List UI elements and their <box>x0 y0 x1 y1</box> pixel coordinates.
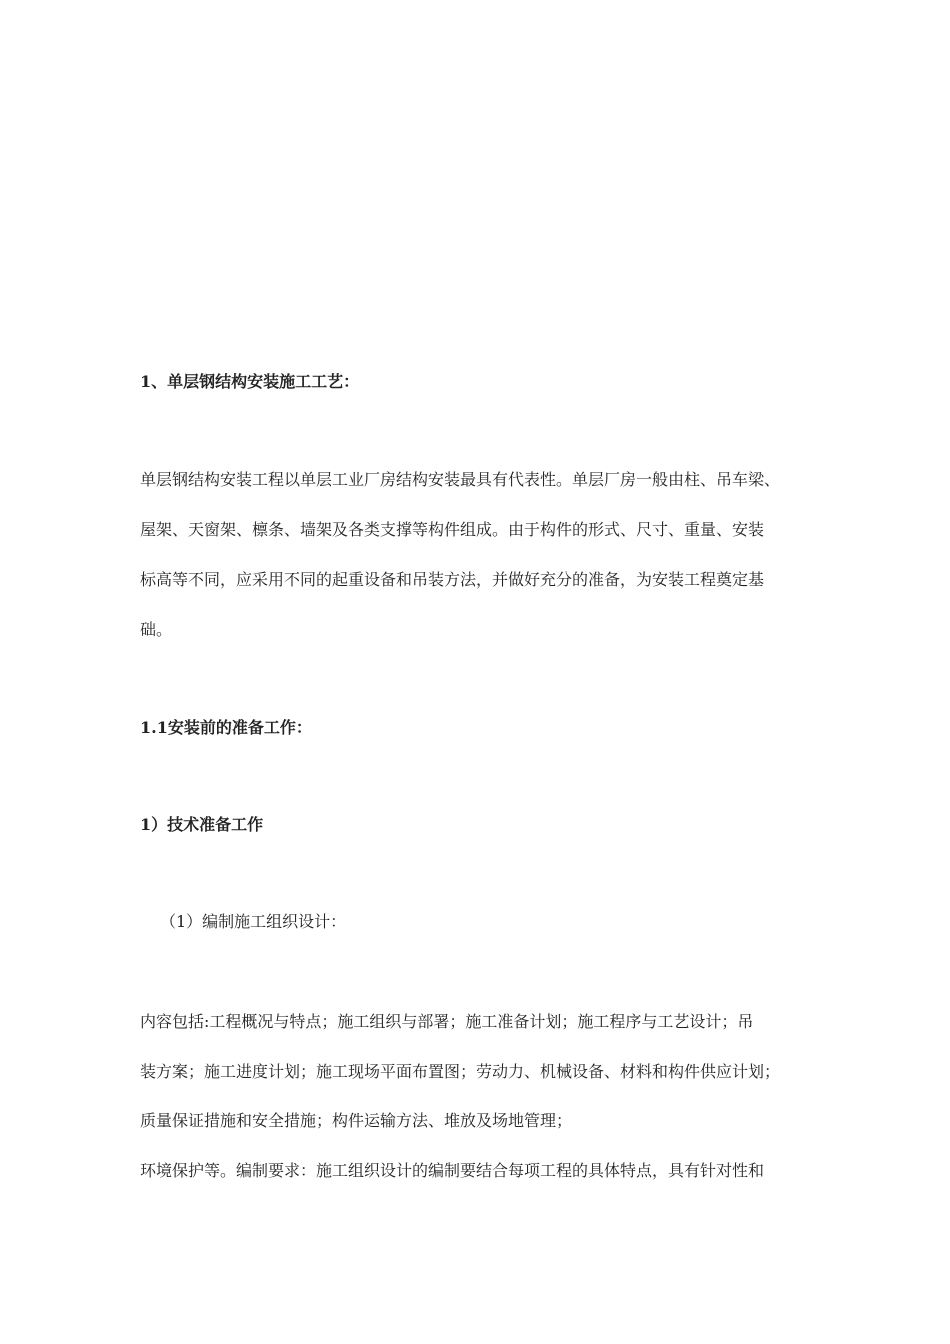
paragraph-line: 内容包括:工程概况与特点；施工组织与部署；施工准备计划；施工程序与工艺设计；吊 <box>140 1012 754 1031</box>
paragraph-line: 标高等不同，应采用不同的起重设备和吊装方法，并做好充分的准备，为安装工程奠定基 <box>140 570 765 589</box>
section-heading-1: 1、单层钢结构安装施工工艺： <box>140 372 360 391</box>
paragraph-line: 质量保证措施和安全措施；构件运输方法、堆放及场地管理； <box>140 1111 573 1130</box>
paragraph-line: 装方案；施工进度计划；施工现场平面布置图；劳动力、机械设备、材料和构件供应计划； <box>140 1062 781 1081</box>
section-heading-1-1: 1.1安装前的准备工作： <box>140 718 312 737</box>
item-heading-1: （1）编制施工组织设计： <box>160 912 347 931</box>
paragraph-line: 环境保护等。编制要求：施工组织设计的编制要结合每项工程的具体特点，具有针对性和 <box>140 1161 765 1180</box>
paragraph-line: 单层钢结构安装工程以单层工业厂房结构安装最具有代表性。单层厂房一般由柱、吊车梁、 <box>140 470 781 489</box>
paragraph-line: 屋架、天窗架、檩条、墙架及各类支撑等构件组成。由于构件的形式、尺寸、重量、安装 <box>140 520 765 539</box>
subsection-heading-tech: 1）技术准备工作 <box>140 815 264 834</box>
paragraph-line: 础。 <box>140 620 173 639</box>
